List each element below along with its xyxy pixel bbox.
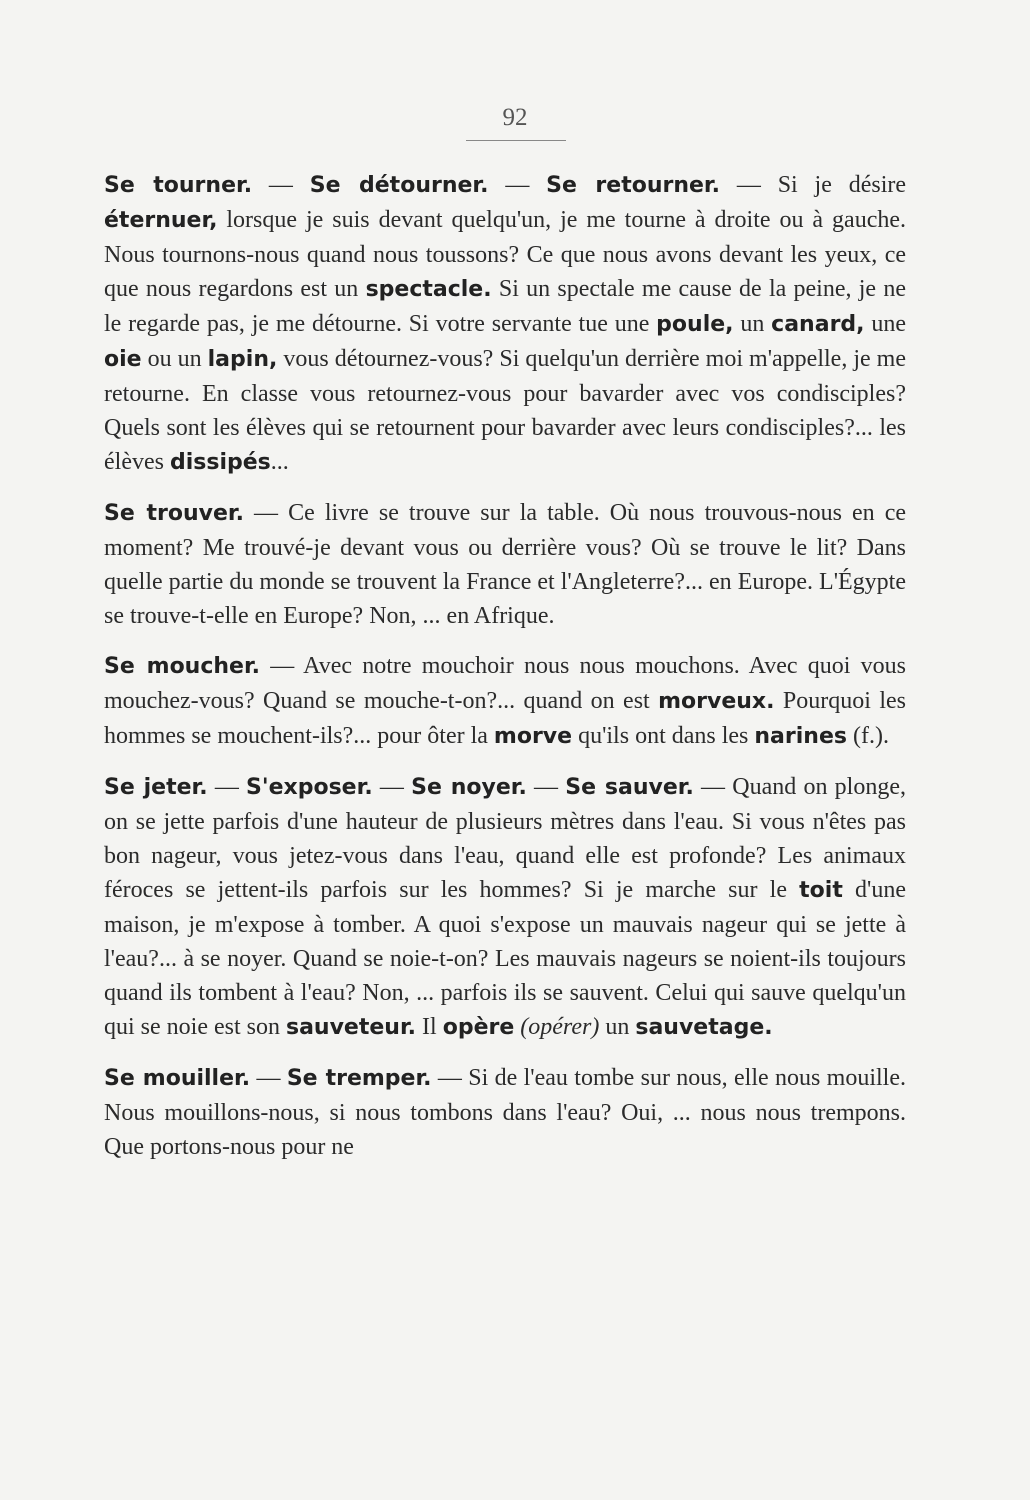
paragraph-se-jeter bbox=[104, 770, 906, 1045]
text-run: Si un spectale me cause de la peine, je ne le regarde pas, je me détourne. Si votre servante tue une bbox=[104, 276, 906, 337]
text-run: Il bbox=[416, 1014, 443, 1040]
bold-term: narines bbox=[754, 724, 847, 749]
bold-term: sauvetage. bbox=[635, 1015, 773, 1040]
bold-term: Se noyer. bbox=[411, 775, 527, 800]
bold-term: canard, bbox=[771, 312, 865, 337]
bold-term: morveux. bbox=[658, 689, 775, 714]
text-run: — Avec notre mouchoir nous nous mouchons. Avec quoi vous mouchez-vous? Quand se mouche-t-on?... quand on est bbox=[104, 653, 906, 714]
bold-term: Se mouiller. bbox=[104, 1066, 251, 1091]
bold-term: oie bbox=[104, 347, 142, 372]
bold-term: Se retourner. bbox=[546, 173, 721, 198]
text-run: vous détournez-vous? Si quelqu'un derrière moi m'appelle, je me retourne. En classe vous retournez-vous pour bavarder avec vos condisciples? Quels sont les élèves qui se retournent pour bavarder avec leurs condisciples?... les élèves bbox=[104, 346, 906, 475]
paragraph-se-trouver bbox=[104, 496, 906, 633]
paragraph-se-moucher bbox=[104, 649, 906, 754]
paragraph-se-tourner bbox=[104, 168, 906, 480]
text-run: d'une maison, je m'expose à tomber. A quoi s'expose un mauvais nageur qui se jette à l'eau?... à se noyer. Quand se noie-t-on? Les mauvais nageurs se noient-ils toujours quand ils tombent à l'eau? Non, ... parfois ils se sauvent. Celui qui sauve quelqu'un qui se noie est son bbox=[104, 877, 907, 1040]
body-text bbox=[104, 168, 906, 1164]
bold-term: lapin, bbox=[207, 347, 278, 372]
bold-term: opère bbox=[442, 1015, 515, 1040]
bold-term: spectacle. bbox=[365, 277, 492, 302]
text-run: — Si je désire bbox=[720, 172, 907, 198]
bold-term: morve bbox=[493, 724, 573, 749]
page-number: 92 bbox=[502, 104, 528, 131]
bold-term: Se détourner. bbox=[309, 173, 489, 198]
text-run: — Quand on plonge, on se jette parfois d'une hauteur de plusieurs mètres dans l'eau. Si vous n'êtes pas bon nageur, vous jetez-vous dans l'eau, quand elle est profonde? Les animaux féroces se jettent-ils parfois sur les hommes? Si je marche sur le bbox=[104, 774, 906, 903]
text-run: — Ce livre se trouve sur la table. Où nous trouvous-nous en ce moment? Me trouvé-je devant vous ou derrière vous? Où se trouve le lit? Dans quelle partie du monde se trouvent la France et l'Angleterre?... en Europe. L'Égypte se trouve-t-elle en Europe? Non, ... en Afrique. bbox=[104, 500, 906, 629]
bold-term: Se tremper. bbox=[286, 1066, 432, 1091]
bold-term: Se sauver. bbox=[565, 775, 694, 800]
text-run: — bbox=[488, 172, 547, 198]
text-run: qu'ils ont dans les bbox=[572, 723, 755, 749]
bold-term: sauveteur. bbox=[285, 1015, 417, 1040]
text-run: ou un bbox=[141, 346, 208, 372]
bold-term: toit bbox=[799, 878, 843, 903]
text-run: — bbox=[252, 172, 310, 198]
text-run: (f.). bbox=[846, 723, 889, 749]
bold-term: éternuer, bbox=[104, 208, 218, 233]
bold-term: dissipés bbox=[169, 450, 271, 475]
text-run: lorsque je suis devant quelqu'un, je me tourne à droite ou à gauche. Nous tournons-nous quand nous toussons? Ce que nous avons devant les yeux, ce que nous regardons est un bbox=[104, 207, 906, 302]
paragraph-se-mouiller bbox=[104, 1061, 906, 1164]
text-run: un bbox=[599, 1014, 636, 1040]
bold-term: Se trouver. bbox=[104, 501, 244, 526]
bold-term: poule, bbox=[656, 312, 734, 337]
bold-term: Se moucher. bbox=[104, 654, 261, 679]
bold-term: Se jeter. bbox=[104, 775, 208, 800]
text-run: — bbox=[372, 774, 412, 800]
text-run: — Si de l'eau tombe sur nous, elle nous mouille. Nous mouillons-nous, si nous tombons dans l'eau? Oui, ... nous nous trempons. Que portons-nous pour ne bbox=[104, 1065, 907, 1160]
text-run: — bbox=[526, 774, 566, 800]
page-number-rule bbox=[466, 140, 566, 141]
text-run: ... bbox=[270, 449, 289, 475]
text-run: — bbox=[207, 774, 247, 800]
text-run: un bbox=[733, 311, 772, 337]
italic-term: (opérer) bbox=[520, 1014, 600, 1040]
text-run: — bbox=[250, 1065, 287, 1091]
text-run: Pourquoi les hommes se mouchent-ils?... pour ôter la bbox=[104, 688, 906, 749]
bold-term: Se tourner. bbox=[104, 173, 253, 198]
text-run: une bbox=[864, 311, 907, 337]
bold-term: S'exposer. bbox=[246, 775, 373, 800]
